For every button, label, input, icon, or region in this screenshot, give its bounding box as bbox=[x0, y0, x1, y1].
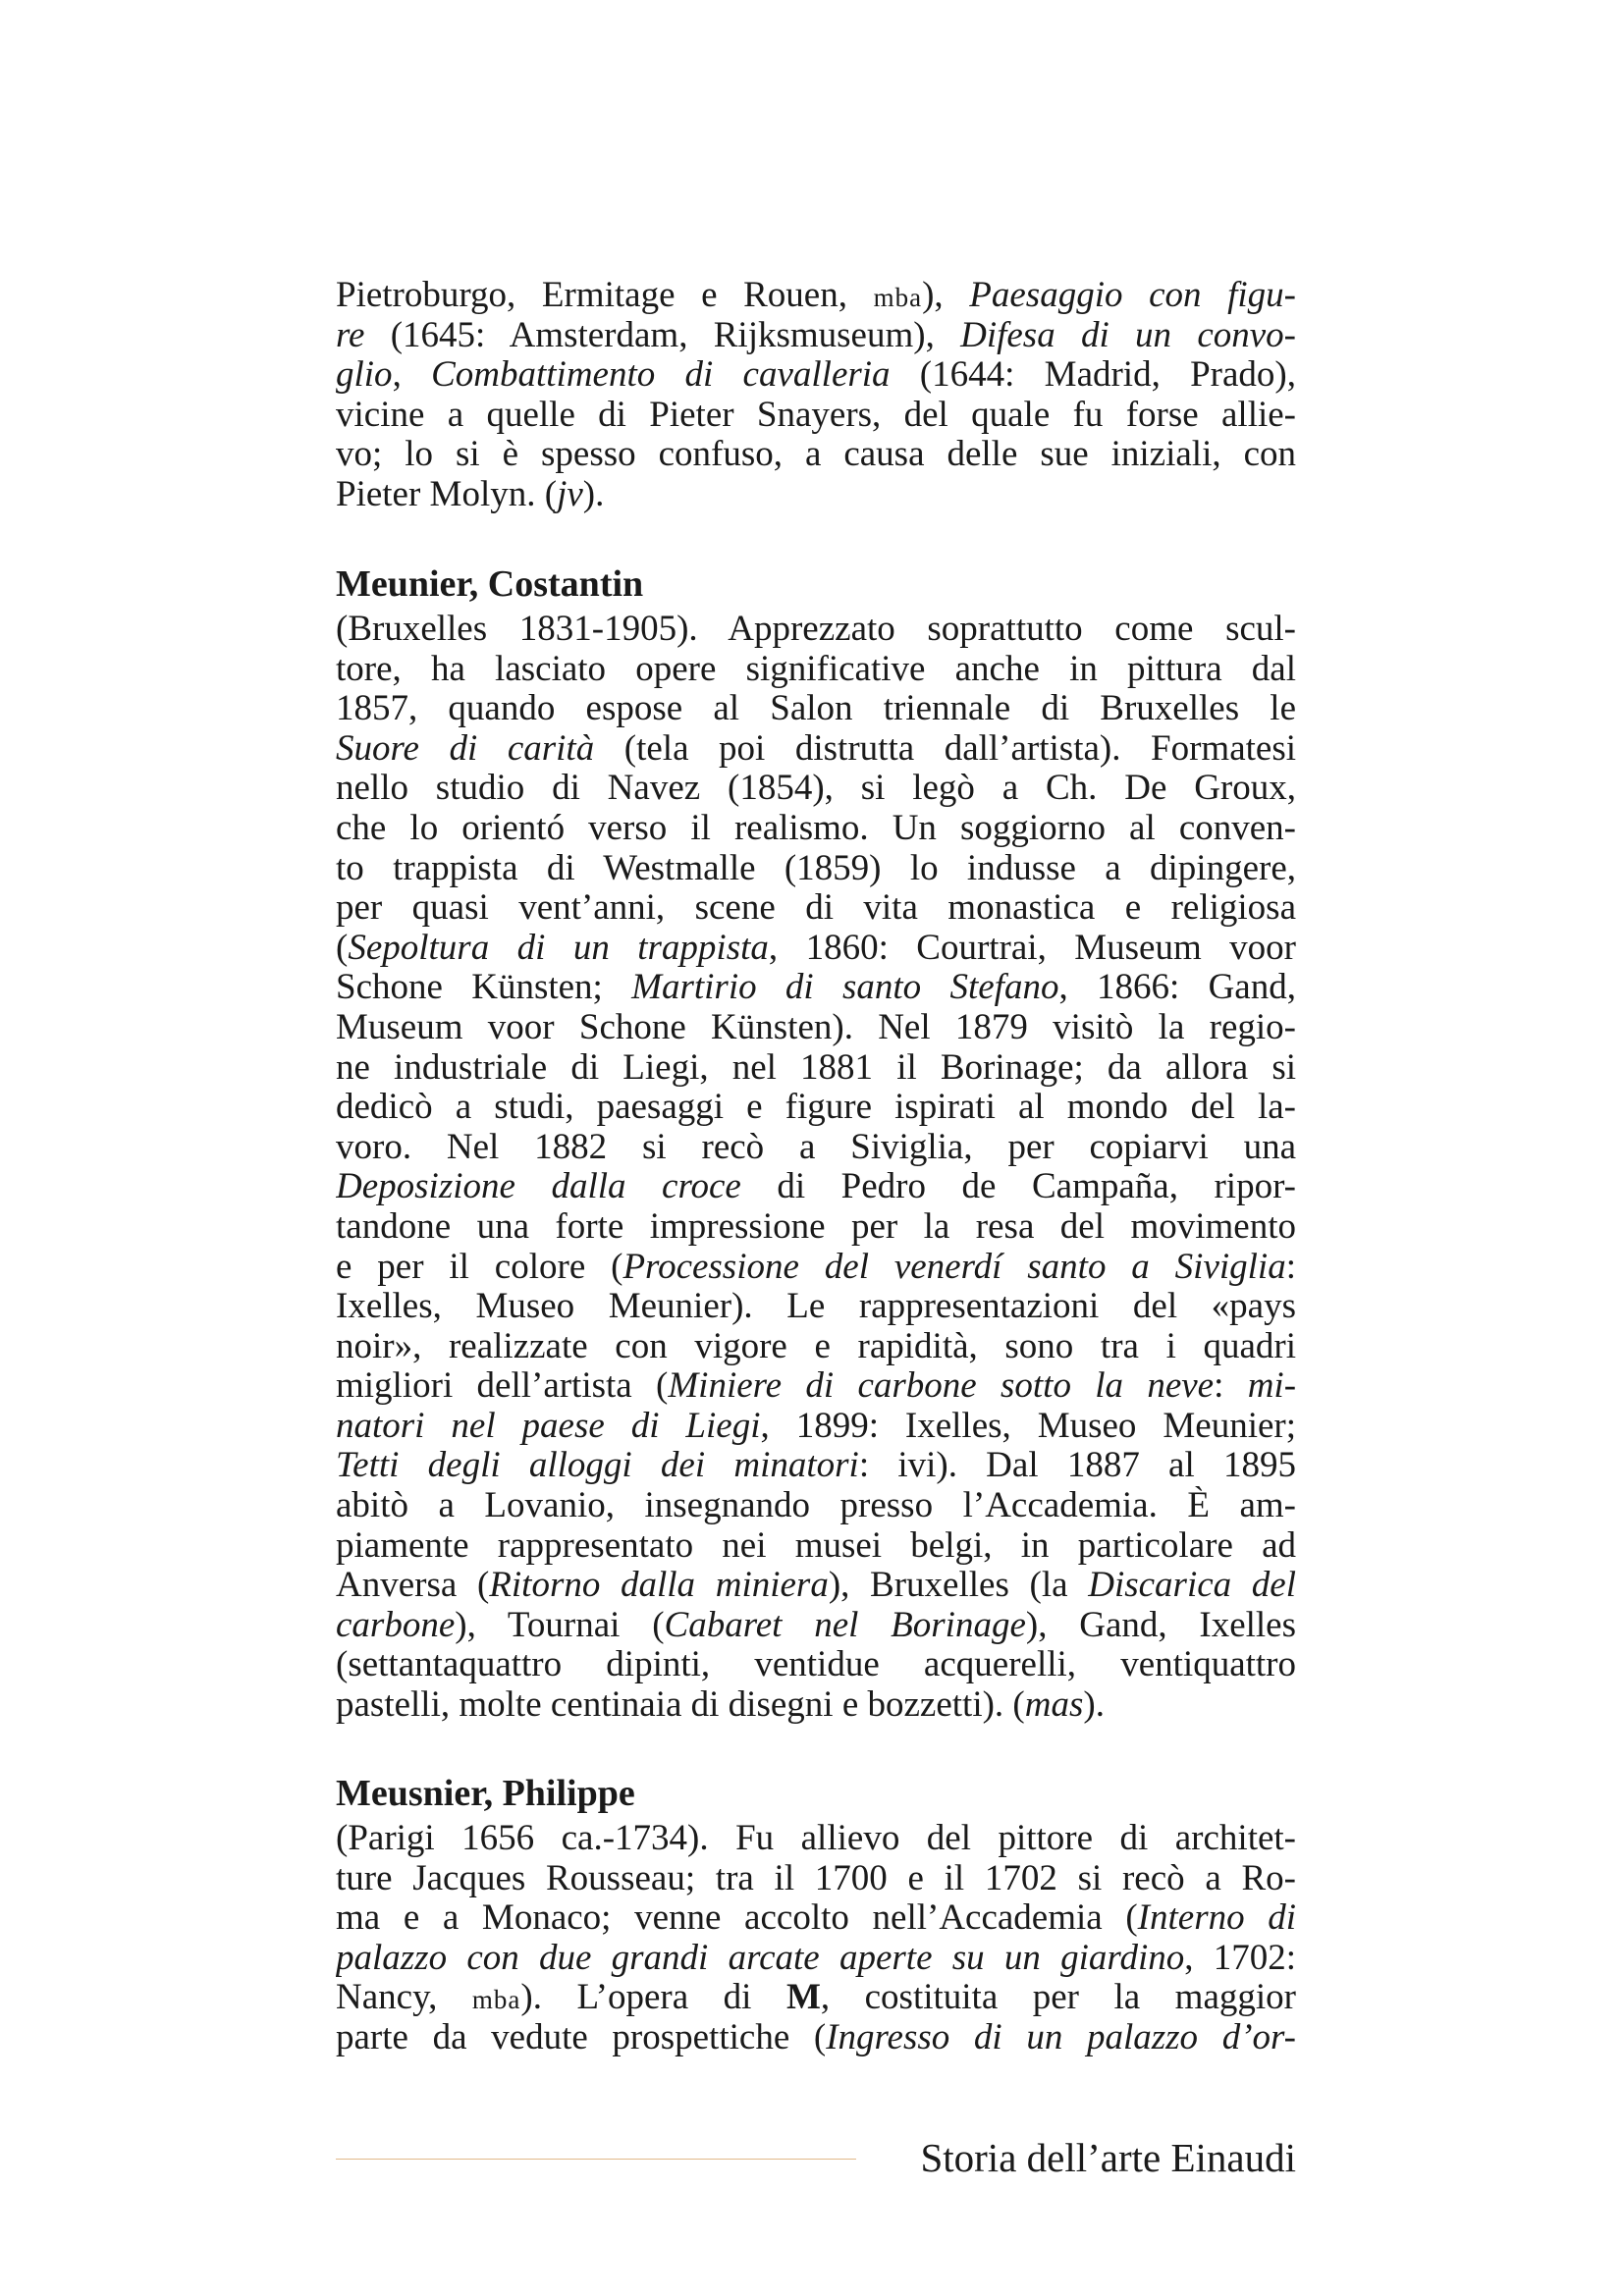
text-line: Deposizione dalla croce di Pedro de Campaña, ripor- bbox=[336, 1167, 1296, 1207]
text-line: Pieter Molyn. (jv). bbox=[336, 474, 605, 514]
text-line: che lo orientó verso il realismo. Un soggiorno al conven- bbox=[336, 808, 1296, 848]
text-line: vo; lo si è spesso confuso, a causa delle sue iniziali, con bbox=[336, 435, 1296, 475]
entry-meunier bbox=[336, 559, 1296, 1726]
text-line: piamente rappresentato nei musei belgi, in particolare ad bbox=[336, 1525, 1296, 1566]
text-line: Anversa (Ritorno dalla miniera), Bruxelles (la Discarica del bbox=[336, 1566, 1296, 1606]
text-line: 1857, quando espose al Salon triennale di Bruxelles le bbox=[336, 689, 1296, 729]
text-line: tandone una forte impressione per la resa del movimento bbox=[336, 1206, 1296, 1247]
text-line: voro. Nel 1882 si recò a Siviglia, per copiarvi una bbox=[336, 1127, 1296, 1167]
text-line: pastelli, molte centinaia di disegni e bozzetti). (mas). bbox=[336, 1685, 1105, 1726]
text-line: (Bruxelles 1831-1905). Apprezzato soprattutto come scul- bbox=[336, 610, 1296, 649]
footer-title: Storia dell’arte Einaudi bbox=[920, 2135, 1296, 2180]
entry-headword: Meusnier, Philippe bbox=[336, 1773, 635, 1814]
entry-meusnier bbox=[336, 1768, 1296, 2058]
text-line: abitò a Lovanio, insegnando presso l’Accademia. È am- bbox=[336, 1486, 1296, 1526]
text-line: nello studio di Navez (1854), si legò a Ch. De Groux, bbox=[336, 769, 1296, 809]
text-line: Museum voor Schone Künsten). Nel 1879 visitò la regio- bbox=[336, 1007, 1296, 1047]
text-line: Nancy, mba). L’opera di M, costituita per la maggior bbox=[336, 1978, 1296, 2018]
text-line: vicine a quelle di Pieter Snayers, del quale fu forse allie- bbox=[336, 395, 1296, 435]
text-line: parte da vedute prospettiche (Ingresso di un palazzo d’or- bbox=[336, 2017, 1296, 2057]
text-line: dedicò a studi, paesaggi e figure ispirati al mondo del la- bbox=[336, 1088, 1296, 1128]
text-line: palazzo con due grandi arcate aperte su un giardino, 1702: bbox=[336, 1938, 1296, 1978]
text-line: ne industriale di Liegi, nel 1881 il Borinage; da allora si bbox=[336, 1047, 1296, 1088]
text-line: e per il colore (Processione del venerdí santo a Siviglia: bbox=[336, 1247, 1296, 1287]
footer-rule bbox=[336, 2159, 856, 2160]
text-line: Tetti degli alloggi dei minatori: ivi). Dal 1887 al 1895 bbox=[336, 1446, 1296, 1486]
entry-headword: Meunier, Costantin bbox=[336, 563, 644, 605]
text-line: noir», realizzate con vigore e rapidità, sono tra i quadri bbox=[336, 1326, 1296, 1366]
text-line: Suore di carità (tela poi distrutta dall’artista). Formatesi bbox=[336, 728, 1296, 769]
text-line: ture Jacques Rousseau; tra il 1700 e il 1702 si recò a Ro- bbox=[336, 1858, 1296, 1898]
text-line: per quasi vent’anni, scene di vita monastica e religiosa bbox=[336, 888, 1296, 929]
text-line: (settantaquattro dipinti, ventidue acquerelli, ventiquattro bbox=[336, 1645, 1296, 1685]
text-line: migliori dell’artista (Miniere di carbone sotto la neve: mi- bbox=[336, 1366, 1296, 1407]
text-line: natori nel paese di Liegi, 1899: Ixelles, Museo Meunier; bbox=[336, 1406, 1296, 1446]
text-line: tore, ha lasciato opere significative anche in pittura dal bbox=[336, 649, 1296, 689]
continuation-paragraph bbox=[336, 276, 1296, 515]
text-line: to trappista di Westmalle (1859) lo indusse a dipingere, bbox=[336, 848, 1296, 888]
text-line: Schone Künsten; Martirio di santo Stefano, 1866: Gand, bbox=[336, 968, 1296, 1008]
text-line: ma e a Monaco; venne accolto nell’Accademia (Interno di bbox=[336, 1898, 1296, 1939]
text-line: (Parigi 1656 ca.-1734). Fu allievo del pittore di architet- bbox=[336, 1819, 1296, 1858]
text-line: glio, Combattimento di cavalleria (1644: Madrid, Prado), bbox=[336, 355, 1296, 396]
text-line: re (1645: Amsterdam, Rijksmuseum), Difesa di un convo- bbox=[336, 315, 1296, 355]
text-line: Pietroburgo, Ermitage e Rouen, mba), Paesaggio con figu- bbox=[336, 276, 1296, 315]
text-line: (Sepoltura di un trappista, 1860: Courtrai, Museum voor bbox=[336, 928, 1296, 968]
text-line: carbone), Tournai (Cabaret nel Borinage), Gand, Ixelles bbox=[336, 1605, 1296, 1645]
text-line: Ixelles, Museo Meunier). Le rappresentazioni del «pays bbox=[336, 1287, 1296, 1327]
